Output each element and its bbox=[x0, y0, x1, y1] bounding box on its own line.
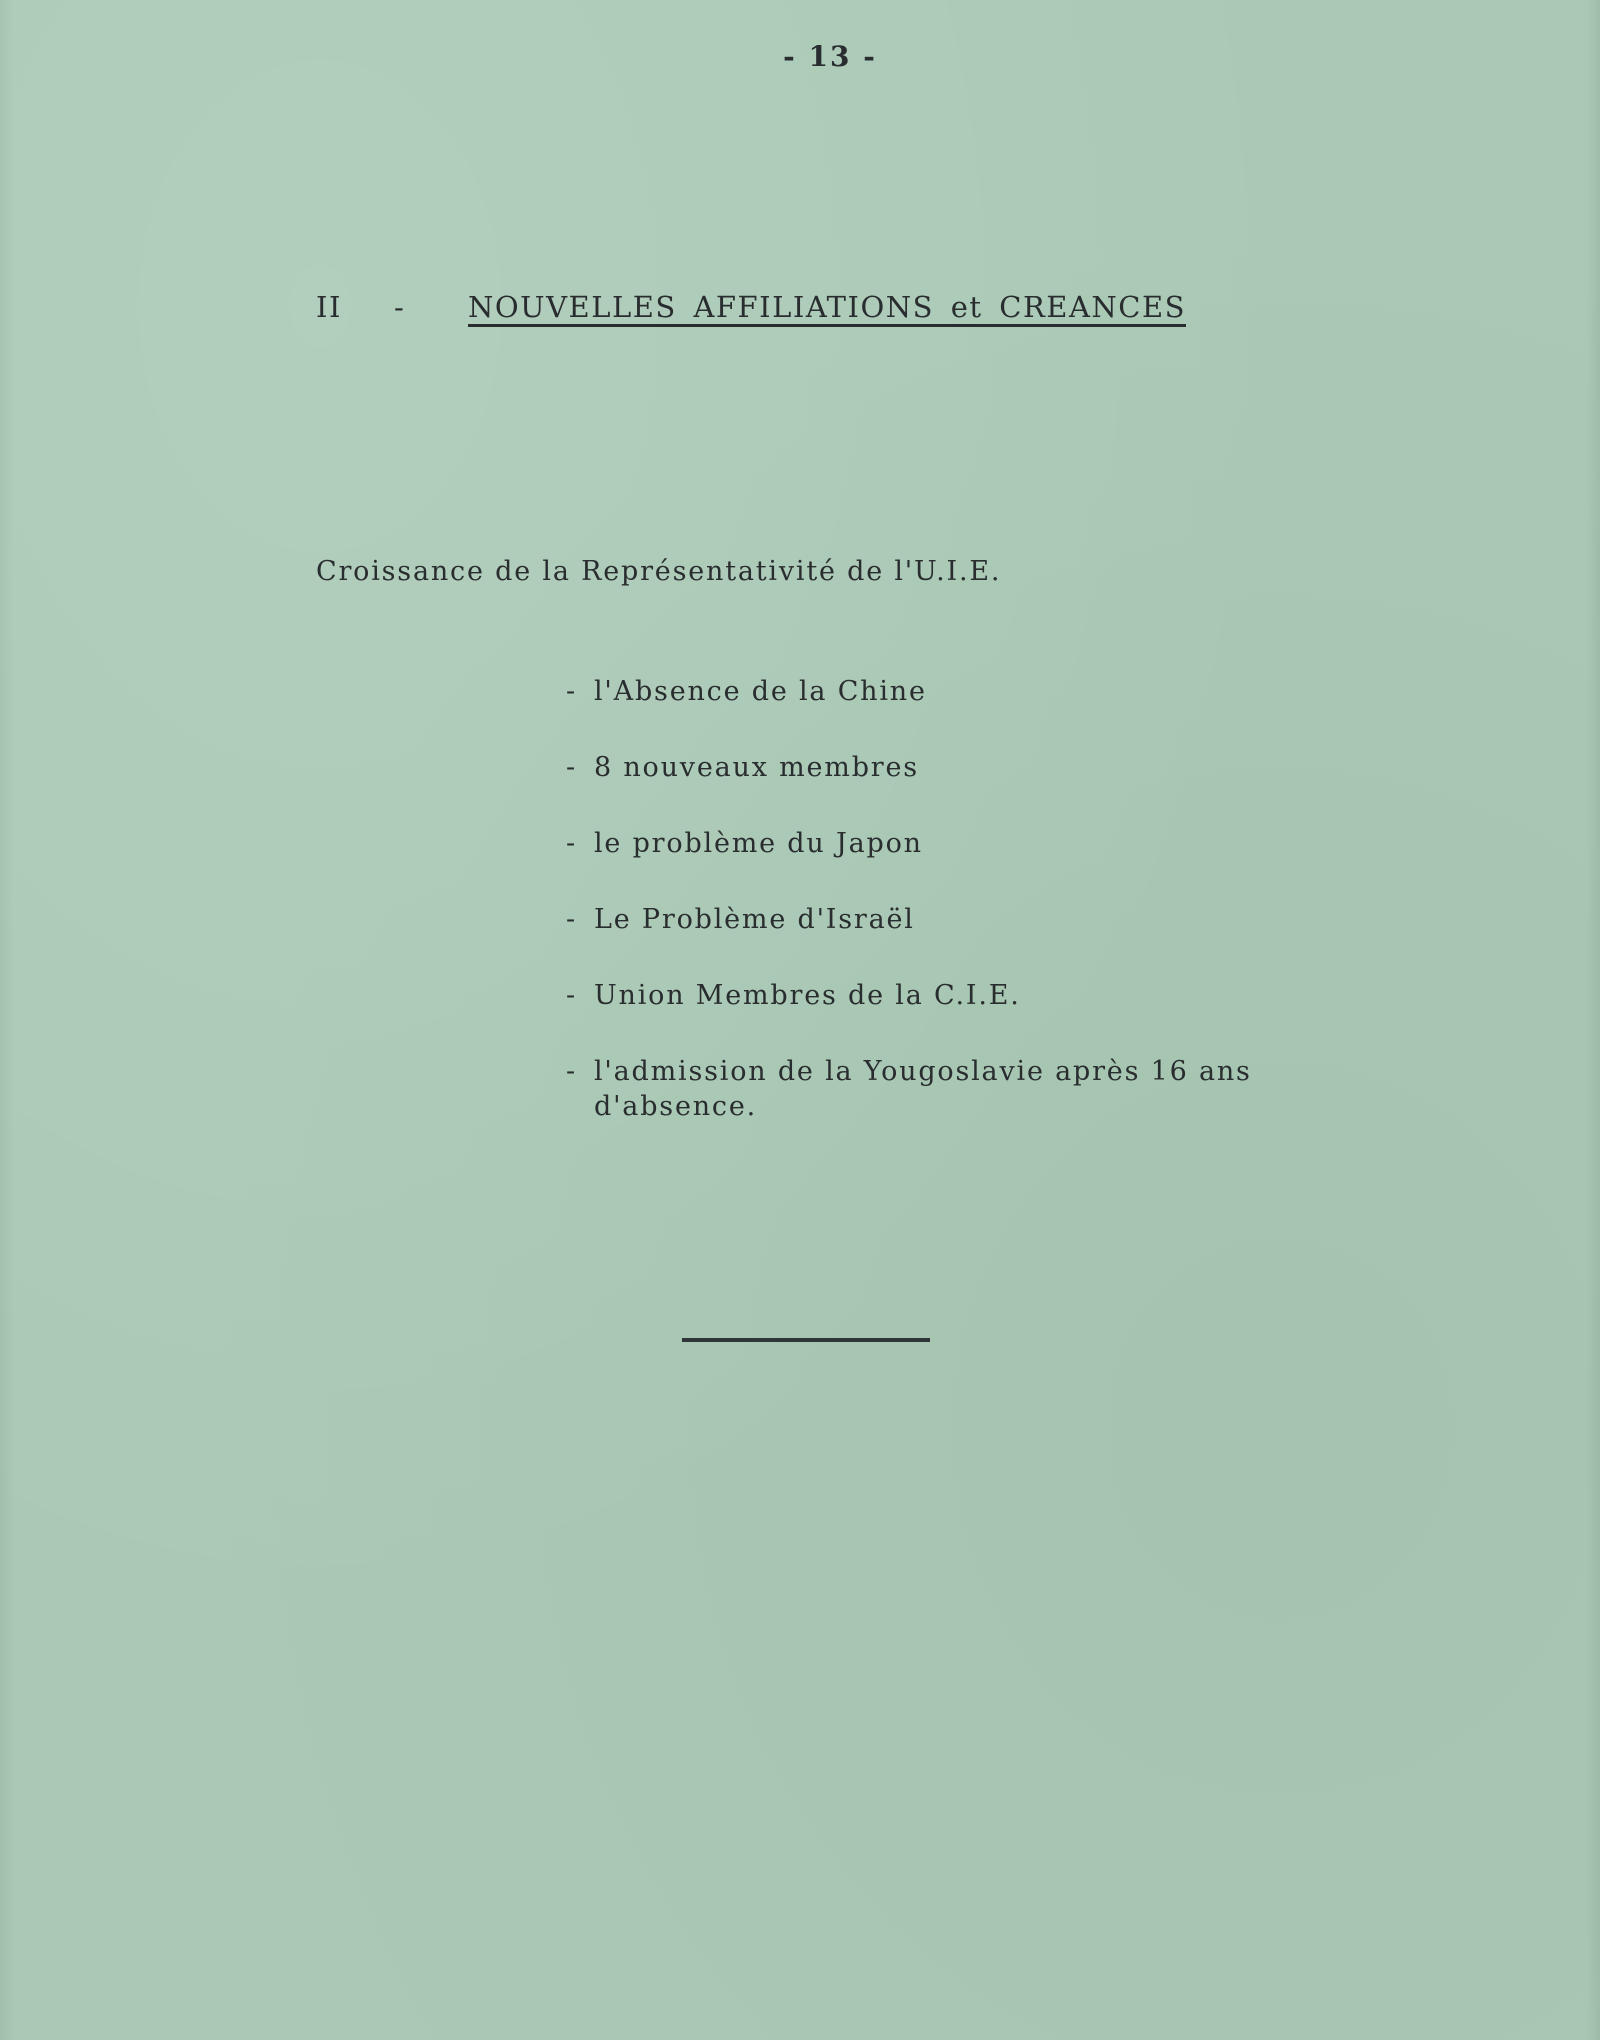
list-item bbox=[566, 978, 1366, 1013]
list-item-dash: - bbox=[566, 980, 577, 1011]
list-item-dash: - bbox=[566, 752, 577, 783]
list-item-text: 8 nouveaux membres bbox=[594, 752, 919, 783]
section-dash: - bbox=[394, 290, 406, 324]
list-item-text: l'admission de la Yougoslavie après 16 ans d'absence. bbox=[594, 1056, 1252, 1122]
end-rule-divider bbox=[682, 1338, 930, 1342]
list-item-dash: - bbox=[566, 676, 577, 707]
list-item bbox=[566, 1054, 1366, 1124]
list-item-text: l'Absence de la Chine bbox=[594, 676, 927, 707]
list-item bbox=[566, 902, 1366, 937]
list-item-text: Union Membres de la C.I.E. bbox=[594, 980, 1021, 1011]
subtitle: Croissance de la Représentativité de l'U.I.E. bbox=[316, 556, 1002, 587]
list-item-text: le problème du Japon bbox=[594, 828, 923, 859]
list-item-dash: - bbox=[566, 828, 577, 859]
list-item bbox=[566, 750, 1366, 785]
list-item-text: Le Problème d'Israël bbox=[594, 904, 915, 935]
list-item bbox=[566, 826, 1366, 861]
list-item-dash: - bbox=[566, 904, 577, 935]
section-title: NOUVELLES AFFILIATIONS et CREANCES bbox=[468, 290, 1186, 324]
item-list bbox=[566, 674, 1366, 1165]
section-heading bbox=[316, 290, 1186, 324]
list-item-dash: - bbox=[566, 1056, 577, 1087]
page-number: - 13 - bbox=[783, 40, 877, 73]
list-item bbox=[566, 674, 1366, 709]
section-number: II bbox=[316, 290, 342, 324]
